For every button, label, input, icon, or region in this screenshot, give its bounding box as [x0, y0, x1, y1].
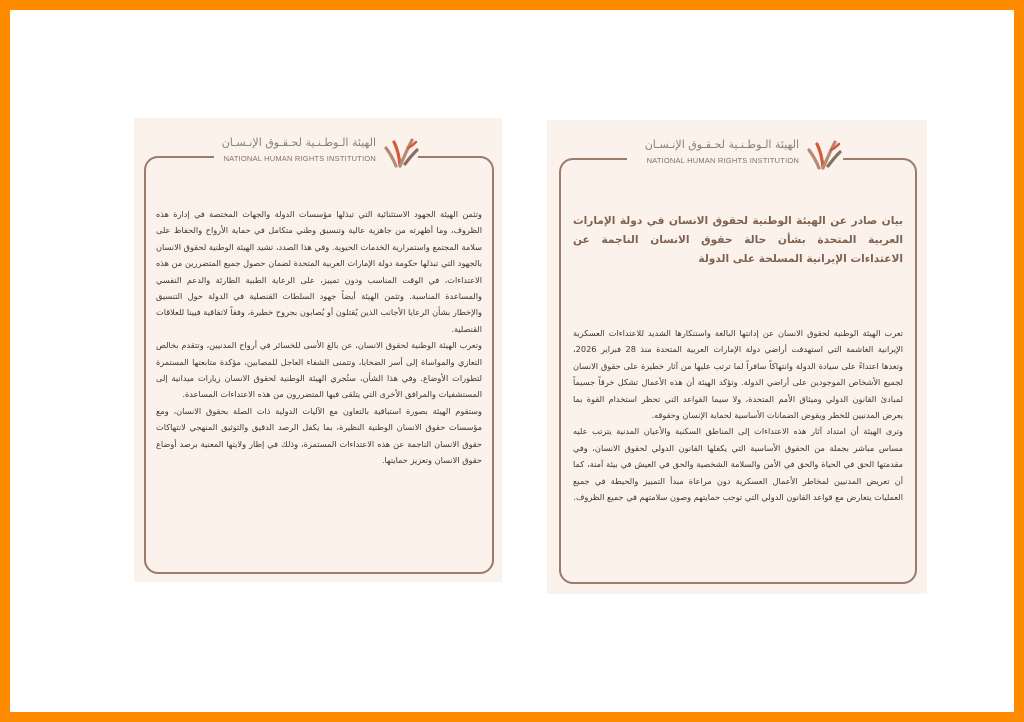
- paragraph: تعرب الهيئة الوطنية لحقوق الانسان عن إدانتها البالغة واستنكارها الشديد للاعتداءات العسكرية الإيرانية الغاشمة التي استهدفت أراضي دولة الإمارات العربية المتحدة منذ 28 فبراير 2026، وتعدها اعتداءً على سيادة الدولة وانتهاكاً سافراً لما ترتب عليها من آثار خطيرة على حقوق الانسان لجميع الأشخاص الموجودين على أراضي الدولة. وتؤكد الهيئة أن هذه الأعمال تشكل خرقاً جسيماً لمبادئ القانون الدولي وميثاق الأمم المتحدة، ولا سيما القواعد التي تحظر استخدام القوة بما يعرض المدنيين للخطر ويقوض الضمانات الأساسية لحماية الإنسان وحقوقه.: [573, 328, 903, 421]
- institution-name-arabic: الهيئة الـوطـنـية لحـقـوق الإنـسـان: [644, 138, 799, 151]
- paragraph: وستقوم الهيئة بصورة استباقية بالتعاون مع الآليات الدولية ذات الصلة بحقوق الانسان، ومع مؤسسات حقوق الانسان الوطنية النظيرة، بما يكفل الرصد الدقيق والتوثيق المنهجي لانتهاكات حقوق الانسان الناجمة عن هذه الاعتداءات المستمرة، وذلك في إطار ولايتها المعنية برصد أوضاع حقوق الانسان وتعزيز حمايتها.: [156, 405, 482, 466]
- statement-body: [573, 212, 903, 505]
- nhri-logo-mark-icon: [382, 134, 420, 168]
- document-canvas: [10, 10, 1014, 712]
- institution-name-english: NATIONAL HUMAN RIGHTS INSTITUTION: [223, 154, 376, 163]
- institution-name-english: NATIONAL HUMAN RIGHTS INSTITUTION: [646, 156, 799, 165]
- statement-page-2: [134, 118, 502, 582]
- paragraph: وتعرب الهيئة الوطنية لحقوق الانسان، عن بالغ الأسى للخسائر في أرواح المدنيين، وتتقدم بخالص التعازي والمواساة إلى أسر الضحايا، وتتمنى الشفاء العاجل للمصابين، مؤكدة متابعتها المستمرة لتطورات الأوضاع. وفي هذا الشأن، ستُجري الهيئة الوطنية لحقوق الانسان زيارات ميدانية إلى المستشفيات والمرافق الأخرى التي يتلقى فيها المتضررون من هذه الاعتداءات المساعدة.: [156, 340, 482, 400]
- institution-name-arabic: الهيئة الـوطـنـية لحـقـوق الإنـسـان: [221, 136, 376, 149]
- statement-title: بيان صادر عن الهيئة الوطنية لحقوق الانسان في دولة الإمارات العربية المتحدة بشأن حالة حقوق الانسان الناجمة عن الاعتداءات الإيرانية المسلحة على الدولة: [573, 215, 903, 265]
- institution-logo: [220, 132, 420, 174]
- institution-logo: [633, 134, 843, 176]
- paragraph: وترى الهيئة أن امتداد آثار هذه الاعتداءات إلى المناطق السكنية والأعيان المدنية يترتب عليه مساس مباشر بجملة من الحقوق الأساسية التي يكفلها القانون الدولي لحقوق الانسان، وفي مقدمتها الحق في الحياة والحق في الأمن والسلامة الشخصية والحق في العيش في بيئة آمنة، كما أن تعريض المدنيين لمخاطر الأعمال العسكرية دون مراعاة مبدأ التمييز والحيطة في جميع العمليات يتعارض مع قواعد القانون الدولي التي توجب حمايتهم وصون سلامتهم في جميع الظروف.: [573, 426, 903, 503]
- paragraph: وتثمن الهيئة الجهود الاستثنائية التي تبذلها مؤسسات الدولة والجهات المختصة في إدارة هذه الظروف، وما أظهرته من جاهزية عالية وتنسيق وطني متكامل في حماية الأرواح والحفاظ على سلامة المجتمع واستمرارية الخدمات الحيوية. وفي هذا الصدد، تشيد الهيئة الوطنية لحقوق الانسان بالجهود التي تبذلها حكومة دولة الإمارات العربية المتحدة لضمان حصول جميع المتضررين من هذه الاعتداءات، في الوقت المناسب ودون تمييز، على الرعاية الطبية الطارئة والدعم النفسي والمساعدة المناسبة. وتثمن الهيئة أيضاً جهود السلطات القنصلية في الدولة حول التنسيق والإخطار بشأن الرعايا الأجانب الذين يُقتلون أو يُصابون بجروح خطيرة، وفقاً لاتفاقية فيينا للعلاقات القنصلية.: [156, 209, 482, 334]
- nhri-logo-mark-icon: [805, 136, 843, 170]
- statement-page-1: [547, 120, 927, 594]
- statement-body: [156, 206, 482, 469]
